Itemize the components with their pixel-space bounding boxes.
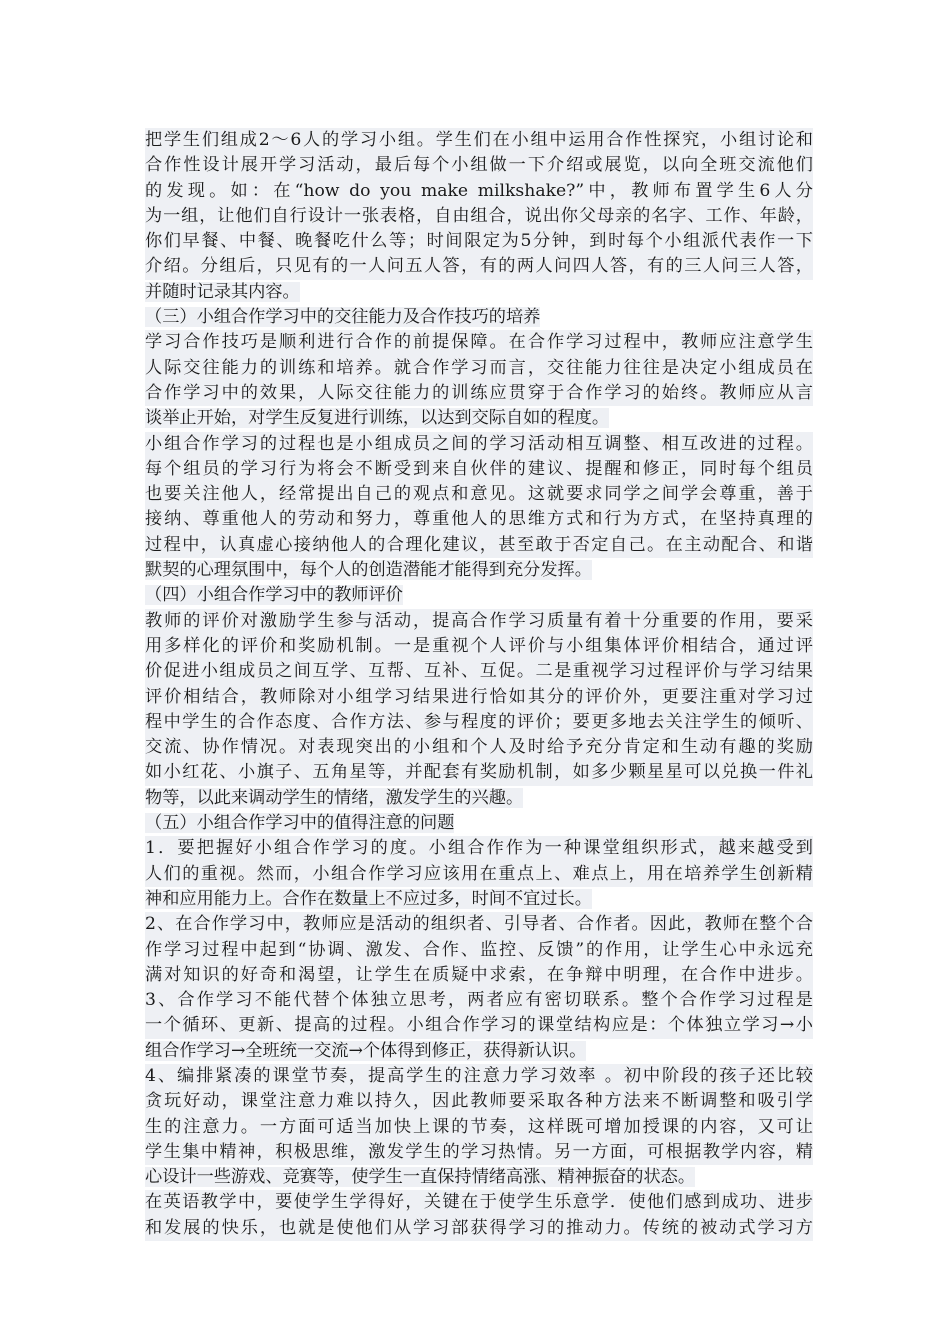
text-line-content: 合作性设计展开学习活动，最后每个小组做一下介绍或展览，以向全班交流他们 bbox=[145, 153, 813, 178]
text-line-content: 生的注意力。一方面可适当加快上课的节奏，这样既可增加授课的内容，又可让 bbox=[145, 1115, 813, 1140]
text-line bbox=[145, 280, 813, 305]
text-line-content: 学生集中精神，积极思维，激发学生的学习热情。另一方面，可根据教学内容，精 bbox=[145, 1140, 813, 1165]
text-line bbox=[145, 1064, 813, 1089]
text-line bbox=[145, 381, 813, 406]
text-line bbox=[145, 558, 813, 583]
text-line-content: 组合作学习→全班统一交流→个体得到修正，获得新认识。 bbox=[145, 1040, 587, 1061]
text-line bbox=[145, 1140, 813, 1165]
text-line bbox=[145, 1089, 813, 1114]
text-line-content: 介绍。分组后，只见有的一人问五人答，有的两人问四人答，有的三人问三人答， bbox=[145, 254, 813, 279]
text-line bbox=[145, 432, 813, 457]
text-line-content: 物等，以此来调动学生的情绪，激发学生的兴趣。 bbox=[145, 787, 524, 808]
text-line bbox=[145, 583, 813, 608]
text-line-content: 过程中，认真虚心接纳他人的合理化建议，甚至敢于否定自己。在主动配合、和谐 bbox=[145, 533, 813, 558]
text-line bbox=[145, 887, 813, 912]
text-line-content: 默契的心理氛围中，每个人的创造潜能才能得到充分发挥。 bbox=[145, 560, 592, 581]
text-line bbox=[145, 533, 813, 558]
text-line bbox=[145, 1216, 813, 1241]
text-line-content: 神和应用能力上。合作在数量上不应过多，时间不宜过长。 bbox=[145, 888, 592, 909]
text-line-content: 为一组，让他们自行设计一张表格，自由组合，说出你父母亲的名字、工作、年龄， bbox=[145, 204, 813, 229]
text-line-content: 在英语教学中，要使学生学得好，关键在于使学生乐意学．使他们感到成功、进步 bbox=[145, 1190, 813, 1215]
text-line-content: 程中学生的合作态度、合作方法、参与程度的评价；要更多地去关注学生的倾听、 bbox=[145, 710, 813, 735]
text-line bbox=[145, 1190, 813, 1215]
text-line bbox=[145, 1115, 813, 1140]
text-line-content: 教师的评价对激励学生参与活动，提高合作学习质量有着十分重要的作用，要采 bbox=[145, 609, 813, 634]
text-line-content: 接纳、尊重他人的劳动和努力，尊重他人的思维方式和行为方式，在坚持真理的 bbox=[145, 507, 813, 532]
text-line bbox=[145, 356, 813, 381]
text-line bbox=[145, 685, 813, 710]
text-line-content: 和发展的快乐，也就是使他们从学习部获得学习的推动力。传统的被动式学习方 bbox=[145, 1216, 813, 1241]
text-line bbox=[145, 1039, 813, 1064]
text-line bbox=[145, 1013, 813, 1038]
text-line bbox=[145, 912, 813, 937]
text-line bbox=[145, 710, 813, 735]
text-line-content: 贪玩好动，课堂注意力难以持久，因此教师要采取各种方法来不断调整和吸引学 bbox=[145, 1089, 813, 1114]
text-line bbox=[145, 254, 813, 279]
text-line-content: 如小红花、小旗子、五角星等，并配套有奖励机制，如多少颗星星可以兑换一件礼 bbox=[145, 760, 813, 785]
text-line bbox=[145, 634, 813, 659]
text-line-content: 的发现。如：在“how do you make milkshake?”中，教师布置学生6人分 bbox=[145, 179, 813, 204]
text-line-content: 2、在合作学习中，教师应是活动的组织者、引导者、合作者。因此，教师在整个合 bbox=[145, 912, 813, 937]
text-line-content: 评价相结合，教师除对小组学习结果进行恰如其分的评价外，更要注重对学习过 bbox=[145, 685, 813, 710]
text-line bbox=[145, 963, 813, 988]
text-line bbox=[145, 659, 813, 684]
text-line bbox=[145, 229, 813, 254]
text-line-content: （四）小组合作学习中的教师评价 bbox=[145, 585, 403, 606]
text-line-content: 并随时记录其内容。 bbox=[145, 281, 300, 302]
text-line bbox=[145, 862, 813, 887]
text-line-content: 1．要把握好小组合作学习的度。小组合作作为一种课堂组织形式，越来越受到 bbox=[145, 836, 813, 861]
text-line bbox=[145, 507, 813, 532]
text-line bbox=[145, 836, 813, 861]
text-line-content: （五）小组合作学习中的值得注意的问题 bbox=[145, 813, 455, 834]
text-line-content: 价促进小组成员之间互学、互帮、互补、互促。二是重视学习过程评价与学习结果 bbox=[145, 659, 813, 684]
text-line-content: 每个组员的学习行为将会不断受到来自伙伴的建议、提醒和修正，同时每个组员 bbox=[145, 457, 813, 482]
text-line-content: 人际交往能力的训练和培养。就合作学习而言，交往能力往往是决定小组成员在 bbox=[145, 356, 813, 381]
text-line-content: 3、合作学习不能代替个体独立思考，两者应有密切联系。整个合作学习过程是 bbox=[145, 988, 813, 1013]
text-line bbox=[145, 938, 813, 963]
text-line-content: 满对知识的好奇和渴望，让学生在质疑中求索，在争辩中明理，在合作中进步。 bbox=[145, 963, 813, 988]
text-line-content: 一个循环、更新、提高的过程。小组合作学习的课堂结构应是：个体独立学习→小 bbox=[145, 1013, 813, 1038]
document-body bbox=[145, 128, 813, 1241]
text-line-content: 心设计一些游戏、竞赛等，使学生一直保持情绪高涨、精神振奋的状态。 bbox=[145, 1167, 696, 1188]
text-line-content: 交流、协作情况。对表现突出的小组和个人及时给予充分肯定和生动有趣的奖励 bbox=[145, 735, 813, 760]
text-line bbox=[145, 988, 813, 1013]
text-line bbox=[145, 179, 813, 204]
text-line bbox=[145, 609, 813, 634]
text-line-content: 把学生们组成2～6人的学习小组。学生们在小组中运用合作性探究，小组讨论和 bbox=[145, 128, 813, 153]
text-line bbox=[145, 760, 813, 785]
text-line bbox=[145, 735, 813, 760]
text-line-content: 学习合作技巧是顺利进行合作的前提保障。在合作学习过程中，教师应注意学生 bbox=[145, 330, 813, 355]
text-line bbox=[145, 128, 813, 153]
text-line-content: 谈举止开始，对学生反复进行训练，以达到交际自如的程度。 bbox=[145, 408, 610, 429]
text-line bbox=[145, 482, 813, 507]
text-line bbox=[145, 457, 813, 482]
text-line bbox=[145, 786, 813, 811]
text-line-content: 你们早餐、中餐、晚餐吃什么等；时间限定为5分钟，到时每个小组派代表作一下 bbox=[145, 229, 813, 254]
text-line bbox=[145, 330, 813, 355]
text-line bbox=[145, 811, 813, 836]
text-line-content: （三）小组合作学习中的交往能力及合作技巧的培养 bbox=[145, 307, 541, 328]
text-line-content: 也要关注他人，经常提出自己的观点和意见。这就要求同学之间学会尊重，善于 bbox=[145, 482, 813, 507]
text-line bbox=[145, 204, 813, 229]
text-line bbox=[145, 305, 813, 330]
text-line bbox=[145, 153, 813, 178]
text-line-content: 用多样化的评价和奖励机制。一是重视个人评价与小组集体评价相结合，通过评 bbox=[145, 634, 813, 659]
text-line bbox=[145, 1165, 813, 1190]
text-line-content: 人们的重视。然而，小组合作学习应该用在重点上、难点上，用在培养学生创新精 bbox=[145, 862, 813, 887]
text-line-content: 合作学习中的效果，人际交往能力的训练应贯穿于合作学习的始终。教师应从言 bbox=[145, 381, 813, 406]
text-line bbox=[145, 406, 813, 431]
text-line-content: 4、编排紧凑的课堂节奏，提高学生的注意力学习效率 。初中阶段的孩子还比较 bbox=[145, 1064, 813, 1089]
text-line-content: 作学习过程中起到“协调、激发、合作、监控、反馈”的作用，让学生心中永远充 bbox=[145, 938, 813, 963]
text-line-content: 小组合作学习的过程也是小组成员之间的学习活动相互调整、相互改进的过程。 bbox=[145, 432, 813, 457]
